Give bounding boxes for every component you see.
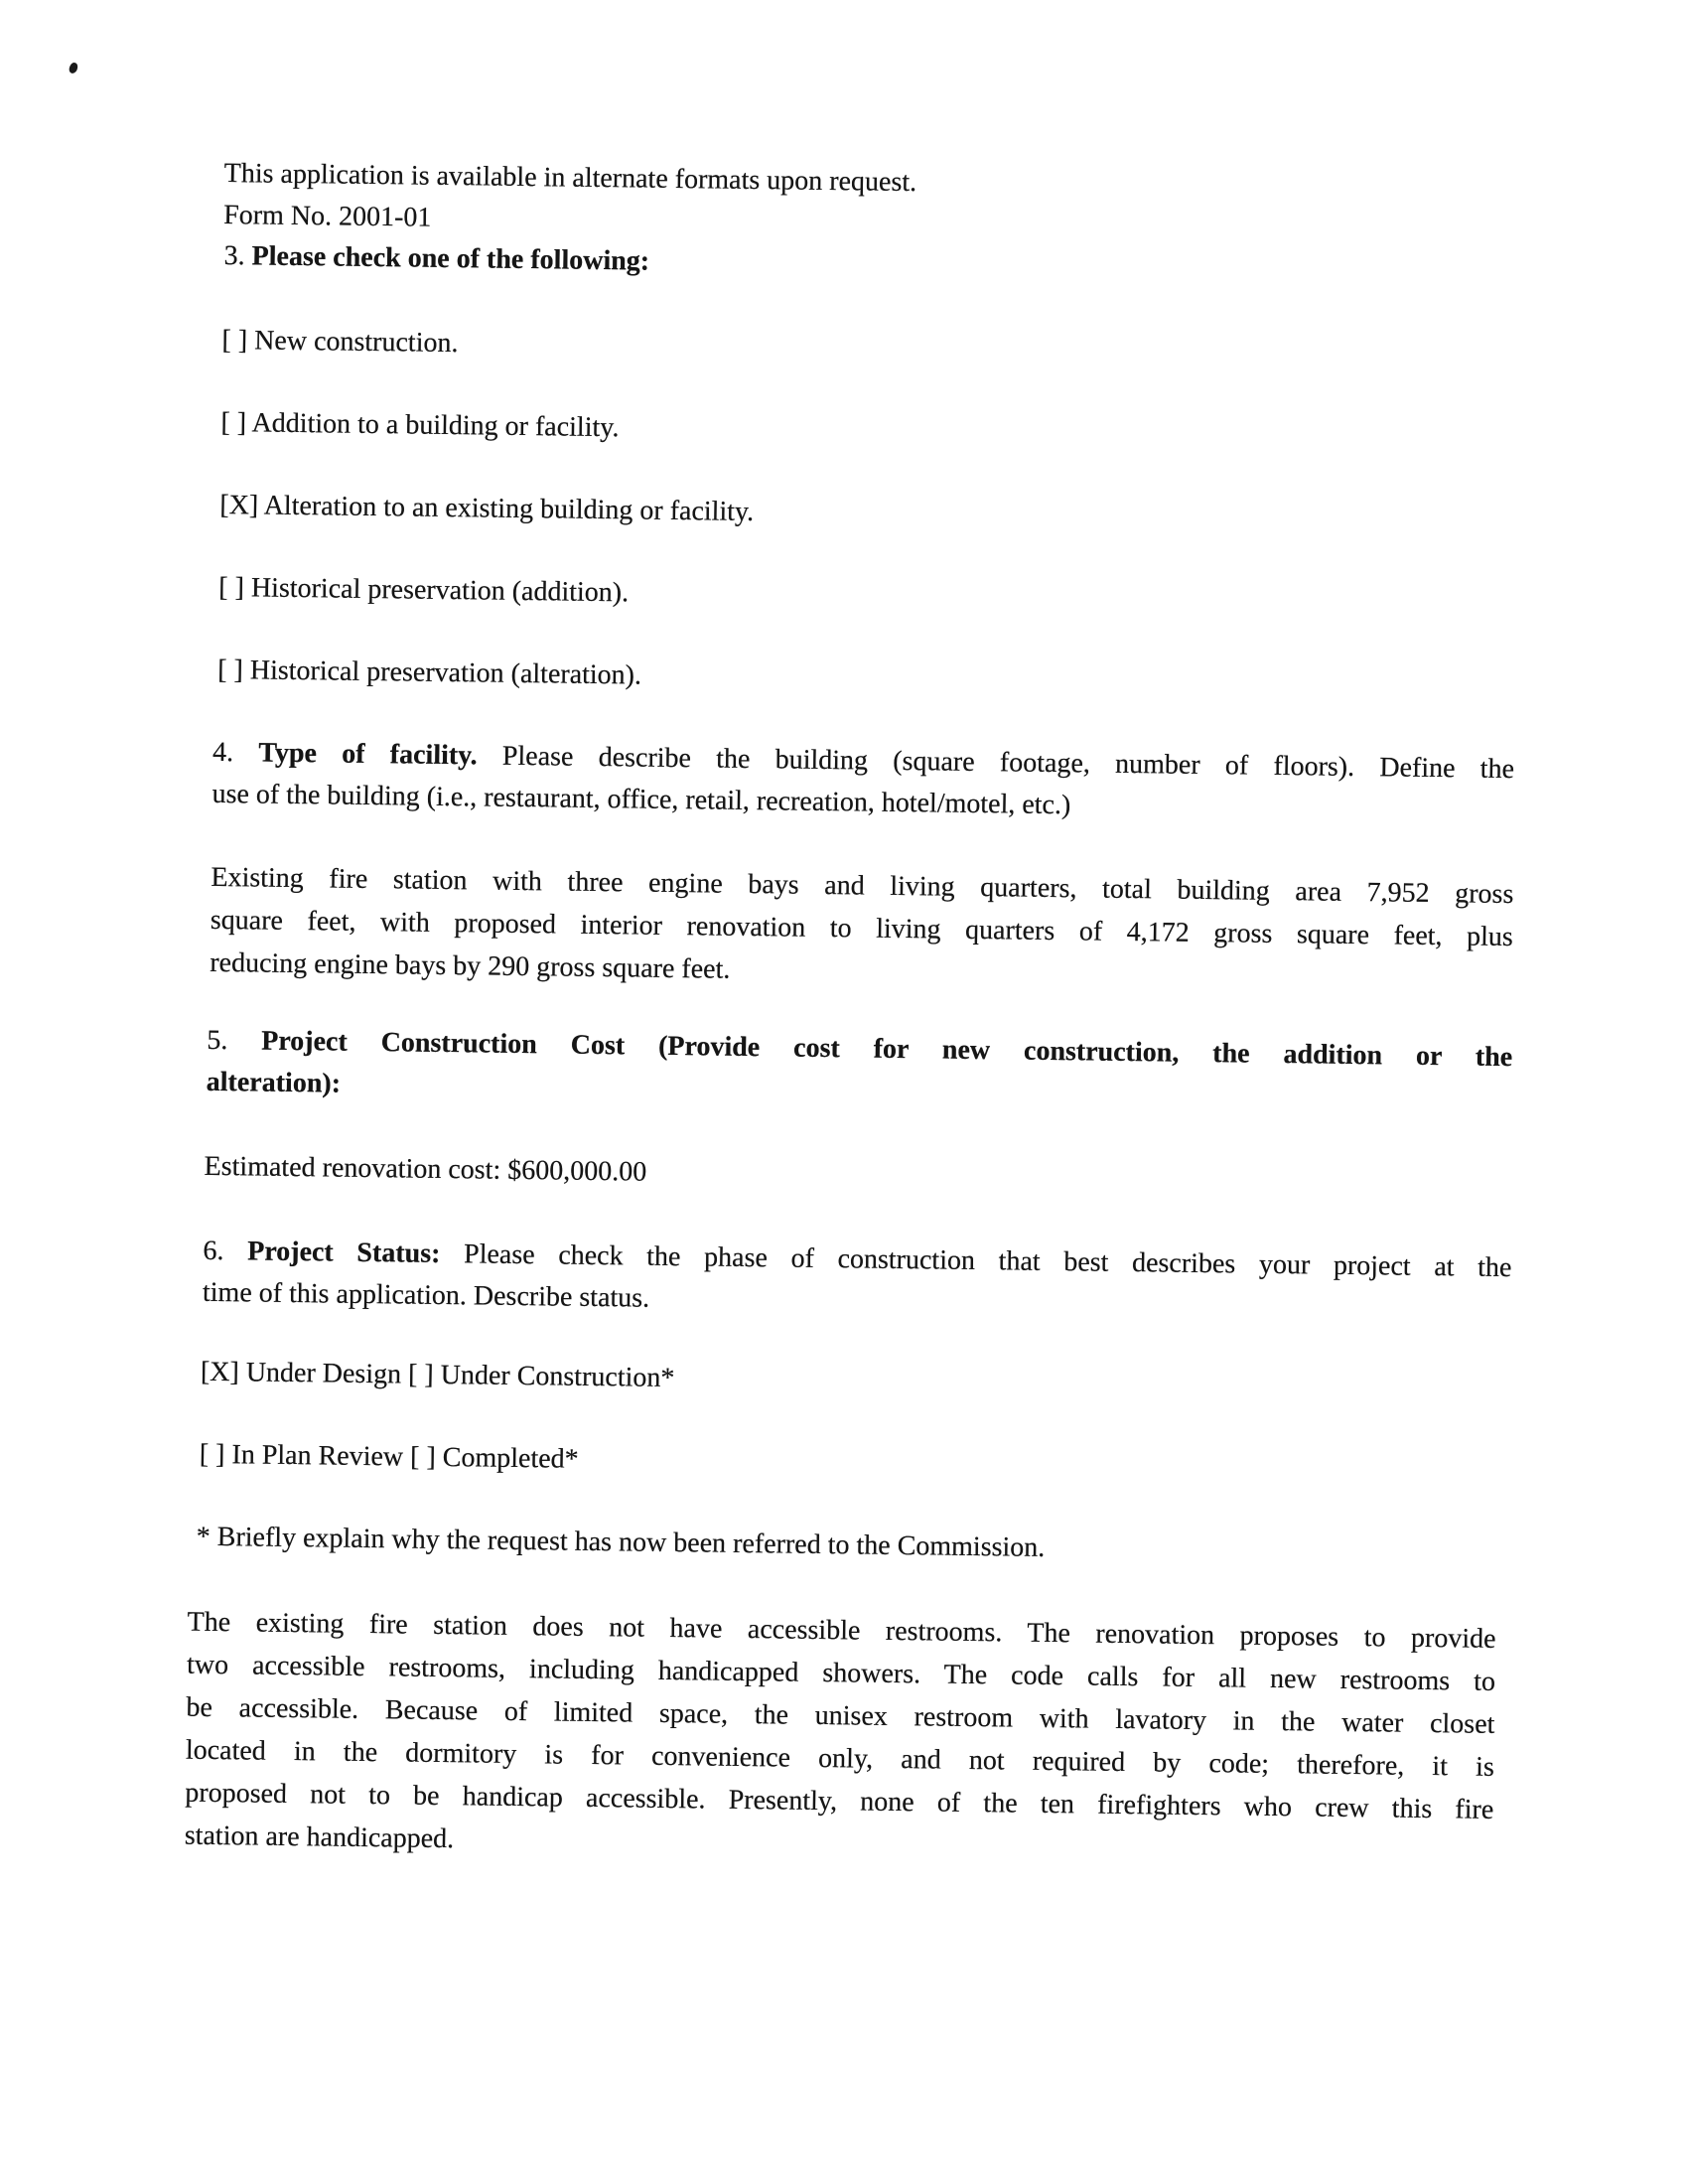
text-run: station are handicapped. — [184, 1820, 455, 1855]
checkbox-option — [218, 567, 753, 616]
status-option-label: Under Construction* — [433, 1359, 675, 1394]
form-number: Form No. 2001-01 — [222, 199, 432, 233]
text-run: square feet, with proposed interior renovation to living quarters of 4,172 gross square feet, plus — [210, 904, 1513, 953]
status-option-label: Under Design — [238, 1357, 402, 1390]
checkbox-option — [219, 485, 754, 533]
text-run: be accessible. Because of limited space, the unisex restroom with lavatory in the water closet — [186, 1691, 1495, 1740]
section3-options — [217, 320, 757, 698]
text-run: use of the building (i.e., restaurant, office, retail, recreation, hotel/motel, etc.) — [211, 778, 1071, 821]
checkbox-unchecked-icon: [ ] — [221, 324, 248, 357]
option-label: New construction. — [246, 325, 459, 360]
checkbox-unchecked-icon: [ ] — [220, 406, 247, 439]
status-line-design-construction — [201, 1352, 675, 1399]
alternate-formats-notice: This application is available in alternate formats upon request. — [223, 157, 917, 199]
checkbox-unchecked-icon: [ ] — [199, 1438, 225, 1471]
text-run: time of this application. Describe status. — [202, 1276, 650, 1314]
checkbox-unchecked-icon: [ ] — [216, 654, 244, 686]
text-run: Existing fire station with three engine bays and living quarters, total building area 7,952 gross — [211, 861, 1514, 911]
option-label: Historical preservation (addition). — [243, 572, 630, 609]
text-run: The existing fire station does not have accessible restrooms. The renovation proposes to provide — [187, 1606, 1496, 1655]
checkbox-unchecked-icon: [ ] — [407, 1359, 434, 1390]
bold-text-run: Type of facility. — [258, 737, 478, 772]
checkbox-unchecked-icon: [ ] — [409, 1441, 436, 1473]
text-run: reducing engine bays by 290 gross square feet. — [210, 946, 731, 985]
checkbox-option — [220, 402, 755, 451]
option-label: Alteration to an existing building or facility. — [258, 490, 755, 528]
checkbox-option — [217, 650, 752, 698]
text-run: Please describe the building (square footage, number of floors). Define the — [477, 740, 1515, 786]
asterisk-footnote: * Briefly explain why the request has now been referred to the Commission. — [196, 1521, 1046, 1563]
option-label: Historical preservation (alteration). — [242, 655, 642, 691]
text-run: 4. — [211, 736, 259, 769]
status-line-review-completed — [200, 1434, 579, 1481]
text-run: two accessible restrooms, including handicapped showers. The code calls for all new restrooms to — [186, 1649, 1496, 1697]
text-run: Please check the phase of construction that best describes your project at the — [440, 1238, 1512, 1284]
checkbox-checked-icon: [X] — [219, 489, 259, 521]
bold-text-run: Project Construction Cost (Provide cost for new construction, the addition or the — [261, 1025, 1513, 1074]
section3-heading — [223, 235, 649, 283]
text-run: 6. — [203, 1235, 248, 1267]
text-run: proposed not to be handicap accessible. Presently, none of the ten firefighters who crew this fire — [185, 1777, 1494, 1825]
status-option-label: In Plan Review — [224, 1439, 404, 1473]
text-run: located in the dormitory is for convenience only, and not required by code; therefore, it is — [185, 1734, 1495, 1783]
bold-text-run: Please check one of the following: — [251, 240, 650, 277]
text-run: 3. — [223, 240, 252, 272]
checkbox-unchecked-icon: [ ] — [218, 571, 245, 604]
section4-answer — [210, 856, 1514, 1001]
checkbox-option — [221, 320, 756, 368]
bold-text-run: alteration): — [206, 1066, 342, 1099]
explanation-paragraph — [185, 1601, 1496, 1874]
section5-heading — [206, 1020, 1512, 1120]
section6-heading — [203, 1231, 1512, 1331]
section4-heading — [211, 732, 1514, 832]
status-option-label: Completed* — [435, 1441, 579, 1475]
option-label: Addition to a building or facility. — [245, 407, 620, 444]
checkbox-checked-icon: [X] — [200, 1356, 240, 1388]
bold-text-run: Project Status: — [247, 1236, 441, 1269]
intro-block — [223, 153, 916, 245]
estimated-cost-line: Estimated renovation cost: $600,000.00 — [204, 1150, 647, 1188]
text-run: 5. — [207, 1024, 262, 1057]
